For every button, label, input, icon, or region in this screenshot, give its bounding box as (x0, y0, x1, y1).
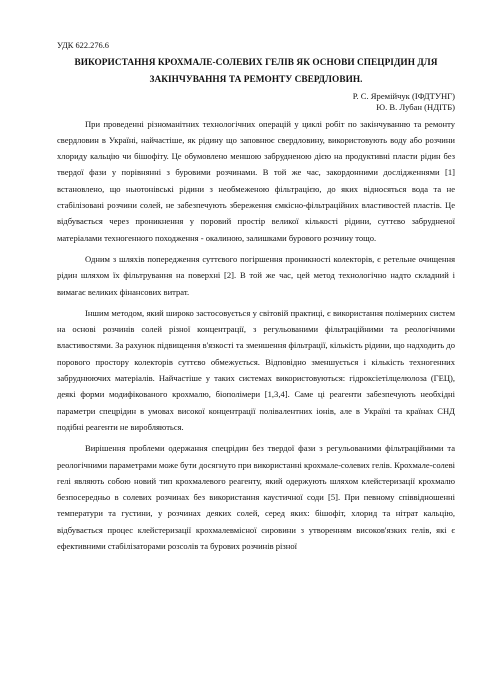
author-line: Ю. В. Лубан (НДІТБ) (376, 102, 455, 113)
article-title: ВИКОРИСТАННЯ КРОХМАЛЕ-СОЛЕВИХ ГЕЛІВ ЯК ОСНОВИ СПЕЦРІДИН ДЛЯ ЗАКІНЧУВАННЯ ТА РЕМОНТУ СВЕРДЛОВИН. (74, 58, 438, 85)
body-paragraph: Вирішення проблеми одержання спецрідин без твердої фази з регульованими фільтраційними та реологічними параметрами може бути досягнуто при використанні крохмале-солевих гелів. Крохмале-солеві гелі являють собою новий тип крохмалевого реагенту, який одержують шляхом клейстеризації крохмалю безпосередньо в солевих розчинах без використання каустичної соди [5]. При певному співвідношенні температури та густини, у розчинах деяких солей, серед яких: бішофіт, хлорид та нітрат кальцію, відбувається процес клейстеризації крохмалевмісної сировини з утворенням високов'язких гелів, які є ефективними стабілізаторами розсолів та бурових розчинів різної (57, 443, 455, 552)
body-paragraph: При проведенні різноманітних технологічних операцій у циклі робіт по закінчуванню та ремонту свердловин в Україні, найчастіше, як рідину що заповнює свердловину, використовують воду або розчини хлориду кальцію чи бішофіту. Це обумовлено меншою забрудненою дією на продуктивні пласти рідин без твердої фази у порівнянні з буровими розчинами. В той же час, закордонними дослідженнями [1] встановлено, що ньютонівські рідини з необмеженою фільтрацією, до яких відносяться вода та не стабілізовані розчини солей, не забезпечують збереження ємкісно-фільтраційних властивостей пластів. Це відбувається через проникнення у поровий простір великої кількості рідини, суттєво забрудненої матеріалами техногенного походження - окалиною, залишками бурового розчину тощо. (57, 118, 455, 243)
body-paragraph: Одним з шляхів попередження суттєвого погіршення проникності колекторів, є ретельне очищення рідин шляхом їх фільтрування на поверхні [2]. В той же час, цей метод технологічно надто складний і вимагає великих фінансових витрат. (57, 253, 455, 297)
document-page (57, 40, 455, 559)
udc-code: УДК 622.276.6 (57, 41, 109, 50)
author-list (57, 91, 455, 114)
body-paragraph: Іншим методом, який широко застосовується у світовій практиці, є використання полімерних систем на основі розчинів солей різної концентрації, з регульованими фільтраційними та реологічними властивостями. За рахунок підвищення в'язкості та зменшення фільтрації, кількість рідини, що надходить до порового простору колекторів суттєво обмежується. Відповідно зменшується і кількість техногенних забруднюючих матеріалів. Найчастіше у таких системах використовуються: гідроксіетілцелюлоза (ГЕЦ), деякі форми модифікованого крохмалю, біополімери [1,3,4]. Саме ці реагенти забезпечують необхідні параметри спецрідин в умовах високої концентрації полівалентних іонів, але в Україні та країнах СНД подібні реагенти не виробляються. (57, 307, 455, 432)
author-line: Р. С. Яремійчук (ІФДТУНГ) (352, 91, 455, 101)
